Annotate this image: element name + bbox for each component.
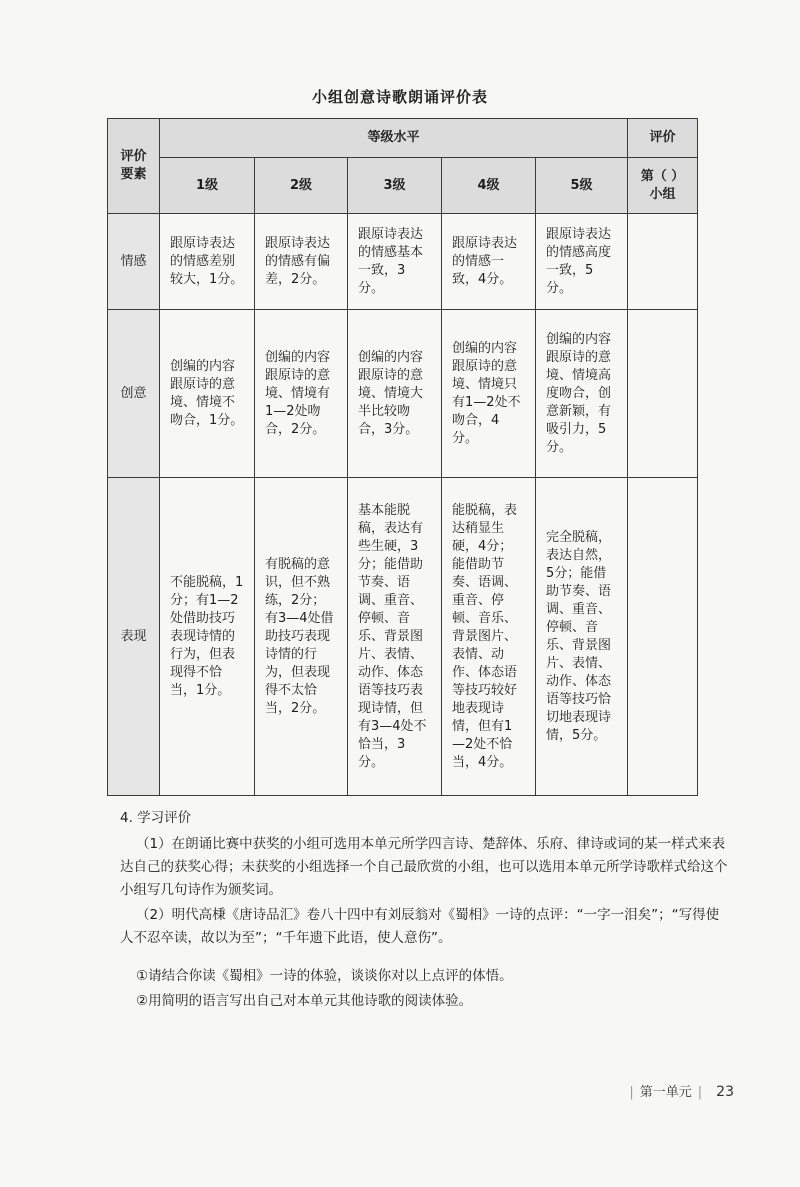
table-cell: 创编的内容跟原诗的意境、情境有1—2处吻合，2分。 <box>255 310 348 478</box>
table-cell: 跟原诗表达的情感有偏差，2分。 <box>255 214 348 310</box>
table-row <box>108 310 698 478</box>
evaluation-cell[interactable] <box>628 478 698 796</box>
table-cell: 跟原诗表达的情感一致，4分。 <box>442 214 536 310</box>
table-cell: 创编的内容跟原诗的意境、情境不吻合，1分。 <box>160 310 255 478</box>
evaluation-cell[interactable] <box>628 214 698 310</box>
table-cell: 创编的内容跟原诗的意境、情境大半比较吻合，3分。 <box>348 310 442 478</box>
table-cell: 基本能脱稿，表达有些生硬，3分；能借助节奏、语调、重音、停顿、音乐、背景图片、表情、动作、体态语等技巧表现诗情，但有3—4处不恰当，3分。 <box>348 478 442 796</box>
footer-separator: | <box>697 1085 703 1100</box>
question-2: ②用简明的语言写出自己对本单元其他诗歌的阅读体验。 <box>136 993 473 1009</box>
table-cell: 创编的内容跟原诗的意境、情境只有1—2处不吻合，4分。 <box>442 310 536 478</box>
header-group: 第（ ） 小组 <box>628 158 698 214</box>
row-label-performance: 表现 <box>108 478 160 796</box>
table-cell: 有脱稿的意识，但不熟练，2分；有3—4处借助技巧表现诗情的行为，但表现得不太恰当，2分。 <box>255 478 348 796</box>
header-level-2: 2级 <box>255 158 348 214</box>
section-heading: 4. 学习评价 <box>120 810 192 826</box>
page-number: 23 <box>716 1084 734 1100</box>
header-level-1: 1级 <box>160 158 255 214</box>
table-cell: 完全脱稿，表达自然，5分；能借助节奏、语调、重音、停顿、音乐、背景图片、表情、动作、体态语等技巧恰切地表现诗情，5分。 <box>536 478 628 796</box>
table-cell: 跟原诗表达的情感高度一致，5分。 <box>536 214 628 310</box>
table-cell: 能脱稿，表达稍显生硬，4分；能借助节奏、语调、重音、停顿、音乐、背景图片、表情、动作、体态语等技巧较好地表现诗情，但有1—2处不恰当，4分。 <box>442 478 536 796</box>
question-1: ①请结合你读《蜀相》一诗的体验，谈谈你对以上点评的体悟。 <box>136 968 513 984</box>
table-cell: 跟原诗表达的情感基本一致，3分。 <box>348 214 442 310</box>
table-cell: 创编的内容跟原诗的意境、情境高度吻合，创意新颖，有吸引力，5分。 <box>536 310 628 478</box>
row-label-emotion: 情感 <box>108 214 160 310</box>
row-label-creativity: 创意 <box>108 310 160 478</box>
header-level-4: 4级 <box>442 158 536 214</box>
table-cell: 跟原诗表达的情感差别较大，1分。 <box>160 214 255 310</box>
evaluation-cell[interactable] <box>628 310 698 478</box>
header-level-5: 5级 <box>536 158 628 214</box>
header-evaluation: 评价 <box>628 119 698 158</box>
table-cell: 不能脱稿，1分；有1—2处借助技巧表现诗情的行为，但表现得不恰当，1分。 <box>160 478 255 796</box>
table-row <box>108 214 698 310</box>
page-footer <box>623 1081 734 1100</box>
unit-label: 第一单元 <box>639 1085 692 1100</box>
header-criterion: 评价 要素 <box>108 119 160 214</box>
evaluation-table <box>107 118 698 796</box>
header-level-3: 3级 <box>348 158 442 214</box>
paragraph-1: （1）在朗诵比赛中获奖的小组可选用本单元所学四言诗、楚辞体、乐府、律诗或词的某一样式来表达自己的获奖心得；未获奖的小组选择一个自己最欣赏的小组，也可以选用本单元所学诗歌样式给这个小组写几句诗作为颁奖词。 <box>120 836 728 898</box>
paragraph-2: （2）明代高棅《唐诗品汇》卷八十四中有刘辰翁对《蜀相》一诗的点评：“一字一泪矣”；“写得使人不忍卒读，故以为至”；“千年遗下此语，使人意伤”。 <box>120 907 720 946</box>
footer-separator: | <box>629 1085 634 1100</box>
header-levels-group: 等级水平 <box>160 119 628 158</box>
table-title: 小组创意诗歌朗诵评价表 <box>311 88 488 106</box>
table-row <box>108 478 698 796</box>
